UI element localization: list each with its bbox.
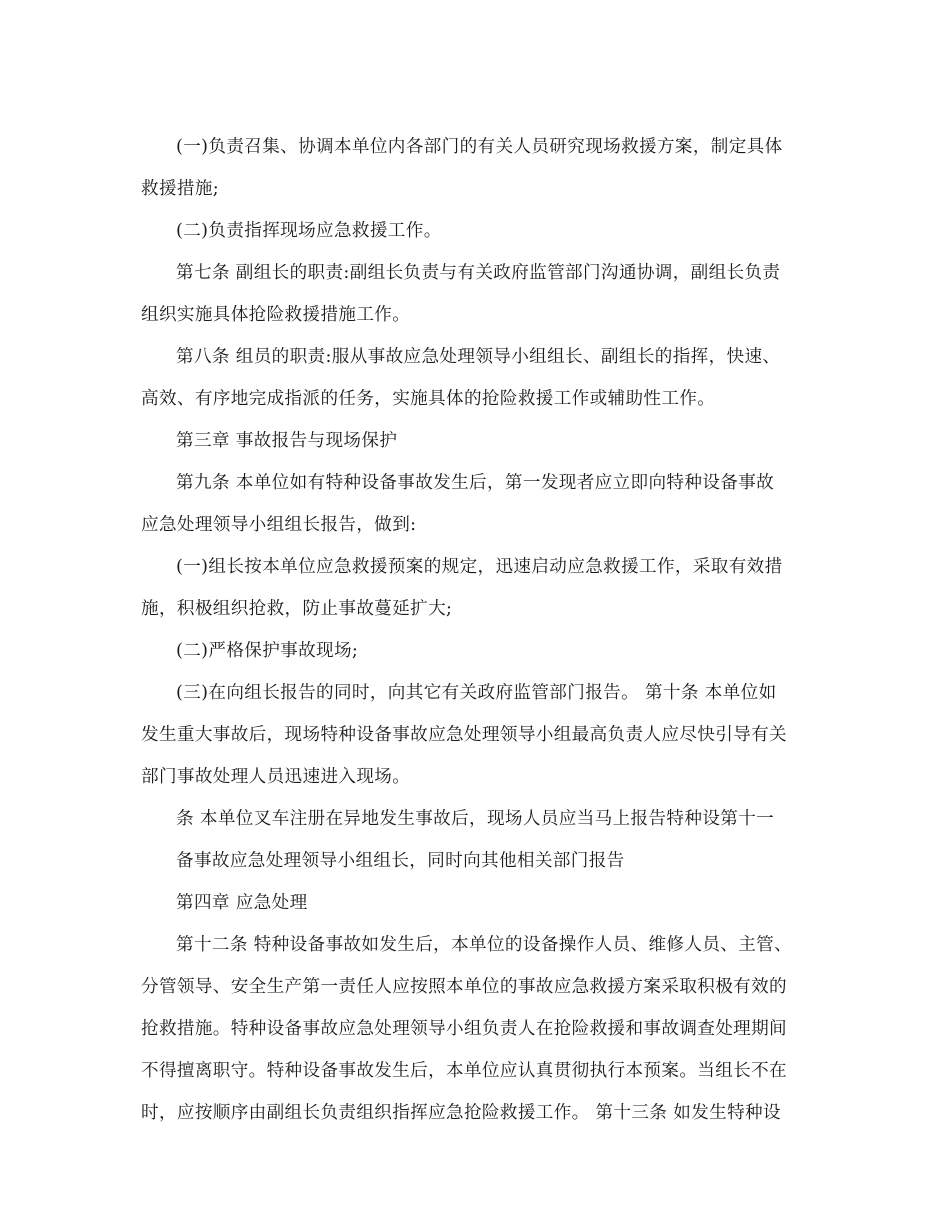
text-line: 第四章 应急处理 xyxy=(176,893,308,913)
text-line: 高效、有序地完成指派的任务，实施具体的抢险救援工作或辅助性工作。 xyxy=(141,389,716,409)
text-line: 部门事故处理人员迅速进入现场。 xyxy=(141,767,411,787)
text-line: 第八条 组员的职责:服从事故应急处理领导小组组长、副组长的指挥，快速、 xyxy=(176,347,781,367)
text-line: 救援措施; xyxy=(141,179,220,199)
text-line: 抢救措施。特种设备事故应急处理领导小组负责人在抢险救援和事故调查处理期间 xyxy=(141,1019,787,1039)
text-line: (二)负责指挥现场应急救援工作。 xyxy=(176,221,442,241)
text-line: 发生重大事故后，现场特种设备事故应急处理领导小组最高负责人应尽快引导有关 xyxy=(141,725,787,745)
text-line: (一)组长按本单位应急救援预案的规定，迅速启动应急救援工作，采取有效措 xyxy=(176,557,783,577)
text-line: 时，应按顺序由副组长负责组织指挥应急抢险救援工作。 第十三条 如发生特种设 xyxy=(141,1103,781,1123)
text-line: 备事故应急处理领导小组组长，同时向其他相关部门报告 xyxy=(176,851,625,871)
text-line: (三)在向组长报告的同时，向其它有关政府监管部门报告。 第十条 本单位如 xyxy=(176,683,777,703)
text-line: 条 本单位叉车注册在异地发生事故后，现场人员应当马上报告特种设第十一 xyxy=(176,809,775,829)
document-body xyxy=(141,126,813,1134)
text-line: 施，积极组织抢救，防止事故蔓延扩大; xyxy=(141,599,453,619)
text-line: 第七条 副组长的职责:副组长负责与有关政府监管部门沟通协调，副组长负责 xyxy=(176,263,781,283)
text-line: (一)负责召集、协调本单位内各部门的有关人员研究现场救援方案，制定具体 xyxy=(176,137,783,157)
text-line: 应急处理领导小组组长报告，做到: xyxy=(141,515,417,535)
text-line: 分管领导、安全生产第一责任人应按照本单位的事故应急救援方案采取积极有效的 xyxy=(141,977,787,997)
text-line: (二)严格保护事故现场; xyxy=(176,641,359,661)
text-line: 第九条 本单位如有特种设备事故发生后，第一发现者应立即向特种设备事故 xyxy=(176,473,775,493)
text-line: 不得擅离职守。特种设备事故发生后，本单位应认真贯彻执行本预案。当组长不在 xyxy=(141,1061,787,1081)
text-line: 第十二条 特种设备事故如发生后，本单位的设备操作人员、维修人员、主管、 xyxy=(176,935,793,955)
text-line: 组织实施具体抢险救援措施工作。 xyxy=(141,305,411,325)
text-line: 第三章 事故报告与现场保护 xyxy=(176,431,398,451)
